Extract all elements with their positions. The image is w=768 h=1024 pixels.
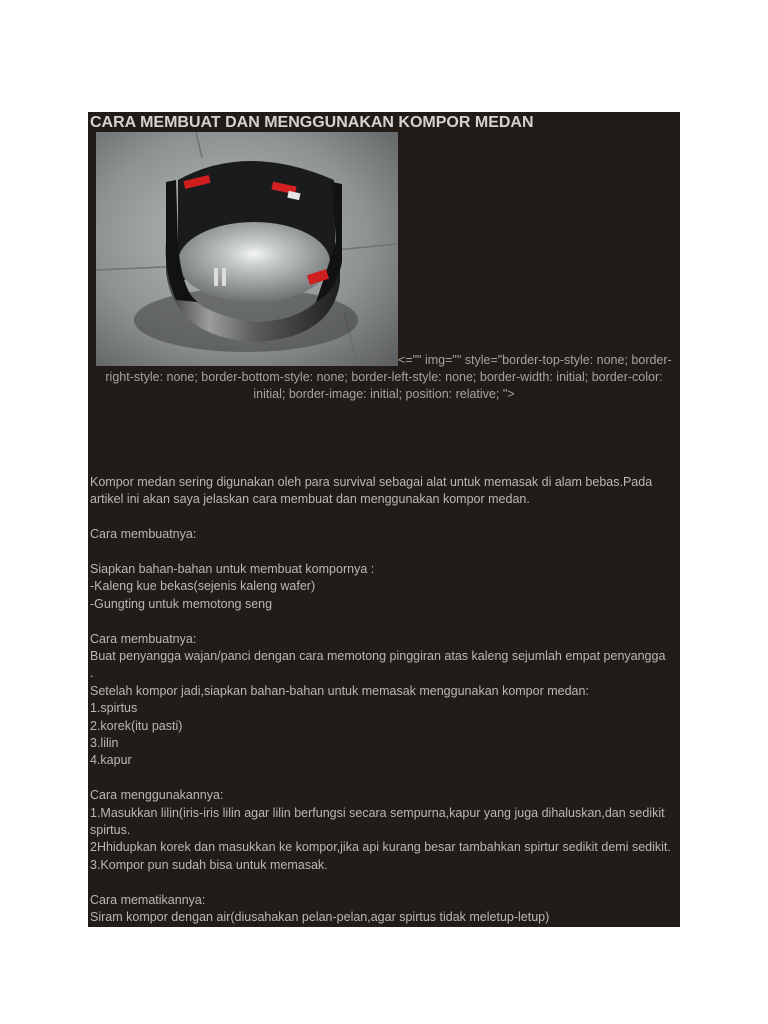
use-step-1-line-2: spirtus.	[90, 823, 131, 838]
intro-line-1: Kompor medan sering digunakan oleh para survival sebagai alat untuk memasak di alam bebas.Pada	[90, 475, 653, 489]
article-container	[88, 112, 680, 927]
stray-markup-line-1: <="" img="" style="border-top-style: none; border-	[398, 353, 672, 367]
heading-use: Cara menggunakannya:	[90, 788, 224, 803]
stray-markup-line-3: initial; border-image: initial; position: relative; ">	[253, 387, 515, 401]
make-step-end: .	[90, 666, 94, 681]
off-step: Siram kompor dengan air(diusahakan pelan-pelan,agar spirtus tidak meletup-letup)	[90, 910, 550, 925]
cook-intro: Setelah kompor jadi,siapkan bahan-bahan untuk memasak menggunakan kompor medan:	[90, 683, 589, 698]
stray-markup-line-2: right-style: none; border-bottom-style: none; border-left-style: none; border-width: initial; border-color:	[105, 370, 663, 384]
article-body	[90, 474, 678, 926]
use-step-3: 3.Kompor pun sudah bisa untuk memasak.	[90, 857, 328, 872]
cook-item-1: 1.spirtus	[90, 701, 138, 716]
materials-intro: Siapkan bahan-bahan untuk membuat kompornya :	[90, 562, 375, 576]
field-stove-photo	[96, 132, 398, 366]
stray-markup-text	[88, 352, 680, 403]
make-step: Buat penyangga wajan/panci dengan cara memotong pinggiran atas kaleng sejumlah empat penyangga	[90, 649, 666, 664]
cook-item-3: 3.lilin	[90, 736, 119, 751]
material-item-1: -Kaleng kue bekas(sejenis kaleng wafer)	[90, 579, 316, 594]
heading-off: Cara mematikannya:	[90, 892, 206, 907]
material-item-2: -Gungting untuk memotong seng	[90, 596, 273, 611]
cook-item-2: 2.korek(itu pasti)	[90, 718, 183, 733]
article-title: CARA MEMBUAT DAN MENGGUNAKAN KOMPOR MEDAN	[90, 114, 534, 131]
heading-make-2: Cara membuatnya:	[90, 631, 197, 646]
use-step-1-line-1: 1.Masukkan lilin(iris-iris lilin agar lilin berfungsi secara sempurna,kapur yang juga dihaluskan,dan sedikit	[90, 805, 665, 820]
heading-make: Cara membuatnya:	[90, 527, 197, 542]
intro-line-2: artikel ini akan saya jelaskan cara membuat dan menggunakan kompor medan.	[90, 492, 530, 507]
cook-item-4: 4.kapur	[90, 753, 132, 768]
use-step-2: 2Hhidupkan korek dan masukkan ke kompor,jika api kurang besar tambahkan spirtur sedikit demi sedikit.	[90, 840, 671, 855]
